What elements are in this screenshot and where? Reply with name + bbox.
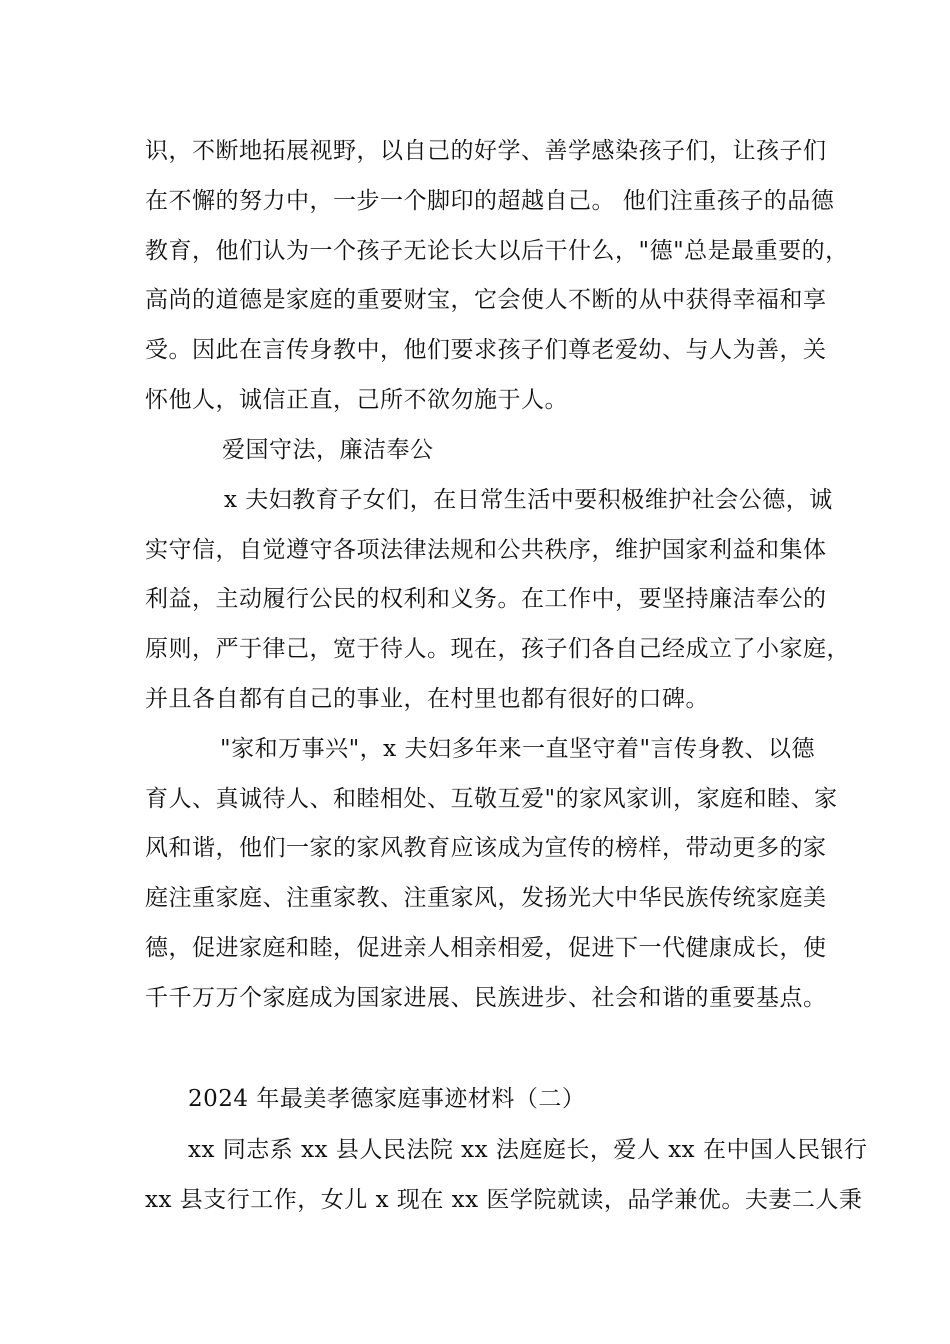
paragraph-line: 受。因此在言传身教中，他们要求孩子们尊老爱幼、与人为善，关 bbox=[145, 337, 827, 363]
paragraph-line: 在不懈的努力中，一步一个脚印的超越自己。 他们注重孩子的品德 bbox=[145, 188, 835, 214]
paragraph-line: 风和谐，他们一家的家风教育应该成为宣传的榜样，带动更多的家 bbox=[145, 835, 827, 861]
paragraph-line: "家和万事兴"，x 夫妇多年来一直坚守着"言传身教、以德 bbox=[220, 736, 816, 762]
paragraph-line: 实守信，自觉遵守各项法律法规和公共秩序，维护国家利益和集体 bbox=[145, 537, 827, 563]
paragraph-line: 千千万万个家庭成为国家进展、民族进步、社会和谐的重要基点。 bbox=[145, 985, 827, 1011]
paragraph-line: xx 县支行工作，女儿 x 现在 xx 医学院就读，品学兼优。夫妻二人秉 bbox=[145, 1187, 863, 1213]
paragraph-line: 怀他人，诚信正直，己所不欲勿施于人。 bbox=[145, 387, 568, 413]
paragraph-line: 利益，主动履行公民的权利和义务。在工作中，要坚持廉洁奉公的 bbox=[145, 586, 827, 612]
document-title: 2024 年最美孝德家庭事迹材料（二） bbox=[188, 1086, 586, 1112]
section-heading: 爱国守法，廉洁奉公 bbox=[222, 437, 434, 463]
paragraph-line: 高尚的道德是家庭的重要财宝，它会使人不断的从中获得幸福和享 bbox=[145, 287, 827, 313]
paragraph-line: 识，不断地拓展视野，以自己的好学、善学感染孩子们，让孩子们 bbox=[145, 138, 827, 164]
paragraph-line: 德，促进家庭和睦，促进亲人相亲相爱，促进下一代健康成长，使 bbox=[145, 935, 827, 961]
paragraph-line: 庭注重家庭、注重家教、注重家风，发扬光大中华民族传统家庭美 bbox=[145, 885, 827, 911]
paragraph-line: 育人、真诚待人、和睦相处、互敬互爱"的家风家训，家庭和睦、家 bbox=[145, 786, 838, 812]
paragraph-line: xx 同志系 xx 县人民法院 xx 法庭庭长，爱人 xx 在中国人民银行 bbox=[188, 1137, 868, 1163]
paragraph-line: 原则，严于律己，宽于待人。现在，孩子们各自己经成立了小家庭， bbox=[145, 636, 850, 662]
paragraph-line: x 夫妇教育子女们，在日常生活中要积极维护社会公德，诚 bbox=[224, 487, 833, 513]
paragraph-line: 教育，他们认为一个孩子无论长大以后干什么，"德"总是最重要的， bbox=[145, 238, 849, 264]
paragraph-line: 并且各自都有自己的事业，在村里也都有很好的口碑。 bbox=[145, 686, 709, 712]
